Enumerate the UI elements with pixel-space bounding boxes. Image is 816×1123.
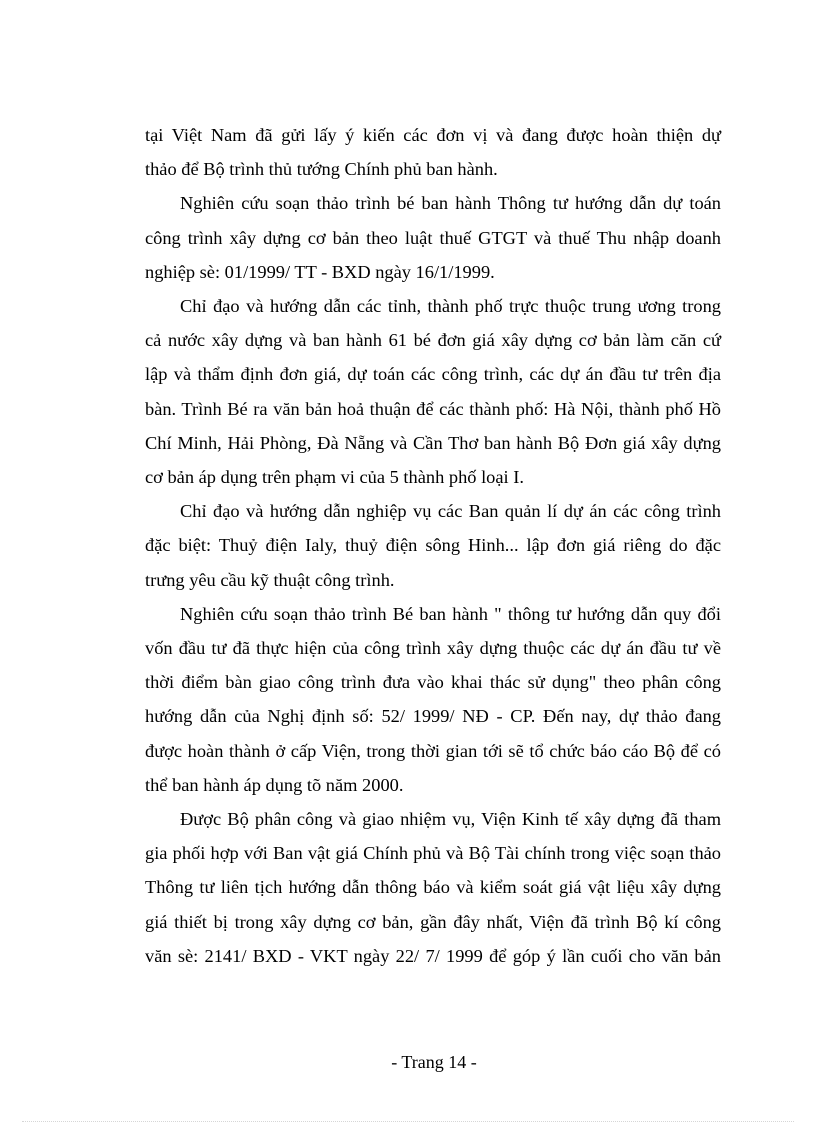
text-line: thảo để Bộ trình thủ tướng Chính phủ ban hành. xyxy=(145,159,498,180)
text-line: thể ban hành áp dụng tõ năm 2000. xyxy=(145,774,404,795)
text-line: trưng yêu cầu kỹ thuật công trình. xyxy=(145,569,395,590)
page-bottom-border xyxy=(22,1121,794,1122)
text-line: Chỉ đạo và hướng dẫn nghiệp vụ các Ban quản lí dự án các công trình xyxy=(180,501,721,522)
document-body xyxy=(145,118,721,973)
text-line: gia phối hợp với Ban vật giá Chính phủ và Bộ Tài chính trong việc soạn thảo xyxy=(145,843,721,864)
text-line: văn sè: 2141/ BXD - VKT ngày 22/ 7/ 1999 để góp ý lần cuối cho văn bản xyxy=(145,945,721,966)
paragraph-2 xyxy=(145,186,721,289)
text-line: cơ bản áp dụng trên phạm vi của 5 thành phố loại I. xyxy=(145,467,524,488)
text-line: công trình xây dựng cơ bản theo luật thuế GTGT và thuế Thu nhập doanh xyxy=(145,227,721,248)
text-line: Chỉ đạo và hướng dẫn các tỉnh, thành phố trực thuộc trung ương trong xyxy=(180,296,721,317)
text-line: cả nước xây dựng và ban hành 61 bé đơn giá xây dựng cơ bản làm căn cứ xyxy=(145,330,721,351)
text-line: được hoàn thành ở cấp Viện, trong thời gian tới sẽ tổ chức báo cáo Bộ để có xyxy=(145,740,721,761)
text-line: Nghiên cứu soạn thảo trình bé ban hành Thông tư hướng dẫn dự toán xyxy=(180,193,721,214)
text-line: hướng dẫn của Nghị định số: 52/ 1999/ NĐ - CP. Đến nay, dự thảo đang xyxy=(145,706,721,727)
paragraph-6 xyxy=(145,802,721,973)
text-line: Thông tư liên tịch hướng dẫn thông báo và kiểm soát giá vật liệu xây dựng xyxy=(145,877,721,898)
text-line: vốn đầu tư đã thực hiện của công trình xây dựng thuộc các dự án đầu tư về xyxy=(145,638,721,659)
text-line: bàn. Trình Bé ra văn bản hoả thuận để các thành phố: Hà Nội, thành phố Hồ xyxy=(145,398,721,419)
page-footer xyxy=(0,1050,816,1074)
text-line: Được Bộ phân công và giao nhiệm vụ, Viện Kinh tế xây dựng đã tham xyxy=(180,809,721,830)
text-line: giá thiết bị trong xây dựng cơ bản, gần đây nhất, Viện đã trình Bộ kí công xyxy=(145,911,721,932)
page-number: - Trang 14 - xyxy=(391,1052,477,1072)
paragraph-5 xyxy=(145,597,721,802)
text-line: tại Việt Nam đã gửi lấy ý kiến các đơn vị và đang được hoàn thiện dự xyxy=(145,125,721,145)
text-line: thời điểm bàn giao công trình đưa vào khai thác sử dụng" theo phân công xyxy=(145,672,721,693)
paragraph-3 xyxy=(145,289,721,494)
paragraph-4 xyxy=(145,494,721,597)
paragraph-1 xyxy=(145,118,721,186)
text-line: lập và thẩm định đơn giá, dự toán các công trình, các dự án đầu tư trên địa xyxy=(145,364,721,385)
text-line: nghiệp sè: 01/1999/ TT - BXD ngày 16/1/1999. xyxy=(145,261,495,282)
text-line: Chí Minh, Hải Phòng, Đà Nẵng và Cần Thơ ban hành Bộ Đơn giá xây dựng xyxy=(145,432,721,453)
text-line: Nghiên cứu soạn thảo trình Bé ban hành " thông tư hướng dẫn quy đổi xyxy=(180,603,721,624)
text-line: đặc biệt: Thuỷ điện Ialy, thuỷ điện sông Hinh... lập đơn giá riêng do đặc xyxy=(145,535,721,556)
